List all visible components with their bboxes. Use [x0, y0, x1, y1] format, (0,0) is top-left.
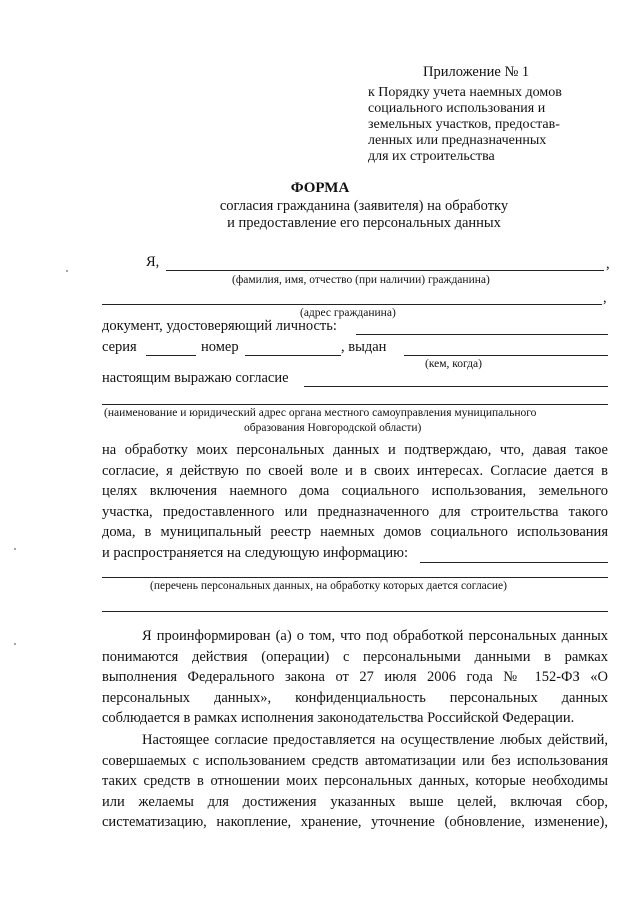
paragraph-line: дома, в муниципальный реестр наемных домов социального использования [102, 524, 608, 540]
paragraph-line: участка, предоставленного или предназначенного для строительства такого [102, 503, 608, 520]
consent-field-line[interactable] [304, 386, 608, 387]
series-field-line[interactable] [146, 355, 196, 356]
processing-paragraph [102, 626, 608, 729]
document-field-line[interactable] [356, 334, 608, 335]
appendix-line: ленных или предназначенных [368, 133, 547, 148]
appendix-title: Приложение № 1 [423, 64, 530, 80]
appendix-line: земельных участков, предостав- [368, 117, 560, 132]
appendix-line: социального использования и [368, 101, 546, 116]
paragraph-line: Я проинформирован (а) о том, что под обработкой персональных данных [142, 628, 608, 644]
number-field-line[interactable] [245, 355, 341, 356]
form-heading: ФОРМА [290, 180, 350, 196]
form-subtitle-2: и предоставление его персональных данных [227, 215, 501, 231]
paragraph-line: и распространяется на следующую информацию: [102, 544, 409, 561]
name-comma: , [606, 256, 610, 272]
paragraph-line: систематизацию, накопление, хранение, уточнение (обновление, изменение), [102, 814, 608, 830]
data-list-caption: (перечень персональных данных, на обработку которых дается согласие) [150, 580, 507, 592]
paragraph-line: персональных данных», конфиденциальность персональных данных [102, 689, 608, 706]
consent-label: настоящим выражаю согласие [102, 370, 289, 386]
organization-caption-1: (наименование и юридический адрес органа местного самоуправления муниципального [104, 407, 537, 419]
issued-label: , выдан [341, 339, 387, 355]
organization-field-line[interactable] [102, 404, 608, 405]
paragraph-line: согласие, я действую по своей воле и в своих интересах. Согласие дается в [102, 462, 608, 479]
paragraph-line: целях включения наемного дома социального использования, земельного [102, 483, 608, 499]
organization-caption-2: образования Новгородской области) [244, 422, 422, 434]
address-caption: (адрес гражданина) [300, 307, 396, 319]
paragraph-line: выполнения Федерального закона от 27 июля 2006 года № 152-ФЗ «О [102, 669, 608, 685]
scope-paragraph [102, 730, 608, 833]
issued-field-line[interactable] [404, 355, 608, 356]
data-list-line-2[interactable] [102, 611, 608, 612]
document-label: документ, удостоверяющий личность: [102, 318, 337, 334]
name-caption: (фамилия, имя, отчество (при наличии) гражданина) [232, 274, 490, 286]
paragraph-line: Настоящее согласие предоставляется на осуществление любых действий, [142, 732, 608, 748]
paragraph-line: на обработку моих персональных данных и подтверждаю, что, давая такое [102, 442, 608, 458]
paragraph-line: совершаемых с использованием средств автоматизации или без использования [102, 752, 608, 769]
address-comma: , [603, 290, 607, 306]
name-field-line[interactable] [166, 270, 604, 271]
appendix-line: к Порядку учета наемных домов [368, 85, 562, 100]
series-label: серия [102, 339, 137, 355]
scan-speck [14, 643, 16, 645]
form-subtitle-1: согласия гражданина (заявителя) на обработку [219, 198, 509, 214]
appendix-line: для их строительства [368, 149, 495, 164]
scan-speck [66, 270, 68, 272]
consent-paragraph [102, 440, 608, 563]
paragraph-line: таких средств в отношении моих персональных данных, которые необходимы [102, 773, 608, 789]
paragraph-line: понимаются действия (операции) с персональными данными в рамках [102, 648, 608, 665]
issued-caption: (кем, когда) [425, 358, 482, 370]
number-label: номер [201, 339, 239, 355]
paragraph-line: соблюдается в рамках исполнения законодательства Российской Федерации. [102, 710, 575, 726]
info-field-line[interactable] [420, 562, 608, 563]
scan-speck [14, 548, 16, 550]
paragraph-line: или желаемы для достижения указанных выше целей, включая сбор, [102, 793, 608, 810]
data-list-line-1[interactable] [102, 577, 608, 578]
ya-label: Я, [146, 254, 160, 270]
address-field-line[interactable] [102, 304, 602, 305]
appendix-description [368, 85, 562, 165]
